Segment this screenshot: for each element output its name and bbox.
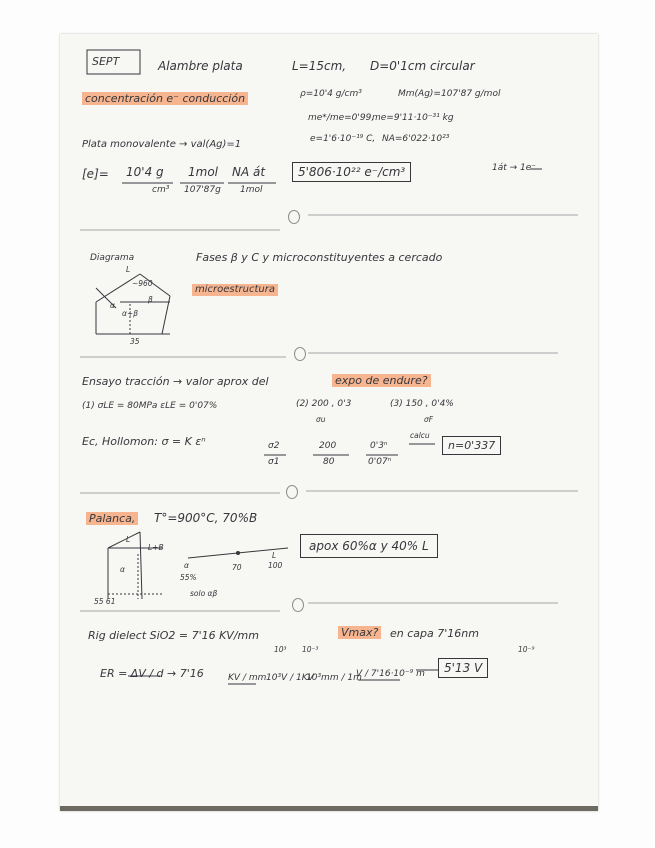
separator-circle-3 bbox=[286, 485, 298, 499]
ratio-c-den: 0'07ⁿ bbox=[368, 457, 392, 467]
diagram-label: Diagrama bbox=[90, 253, 135, 263]
dielectric-exp-2: 10⁻³ bbox=[302, 645, 319, 654]
tensile-case-1: (1) σLE = 80MPa εLE = 0'07% bbox=[82, 401, 218, 411]
lever-alpha-label: α bbox=[184, 561, 189, 570]
hollomon-law: Ec, Hollomon: σ = K εⁿ bbox=[82, 435, 206, 448]
diagram2-LB-label: L+B bbox=[148, 543, 164, 552]
charge-value: e=1'6·10⁻¹⁹ C, bbox=[310, 134, 376, 144]
conversion-2: 10³mm / 1m bbox=[306, 673, 362, 683]
lever-note: solo αβ bbox=[190, 589, 218, 598]
conversion-1: 10³V / 1KV bbox=[266, 673, 314, 683]
highlight-hardening-exponent: expo de endure? bbox=[332, 374, 431, 387]
diagram-eutectic-label: α+β bbox=[122, 309, 139, 318]
diagram-temp-label: ~960 bbox=[132, 279, 153, 288]
topic-title: Alambre plata bbox=[158, 59, 243, 73]
frac1-den: cm³ bbox=[152, 185, 170, 195]
length-value: L=15cm, bbox=[292, 59, 347, 73]
phases-text: Fases β y C y microconstituyentes a cercado bbox=[196, 251, 443, 264]
dielectric-exp-3: 10⁻⁹ bbox=[518, 645, 535, 654]
unit-fraction: KV / mm bbox=[228, 673, 267, 683]
ratio-c-num: 0'3ⁿ bbox=[370, 441, 388, 451]
me-value: me=9'11·10⁻³¹ kg bbox=[372, 113, 454, 123]
diagram-alpha-label: α bbox=[110, 301, 115, 310]
dielectric-exp-1: 10³ bbox=[274, 645, 287, 654]
diagram2-L-label: L bbox=[126, 535, 131, 544]
frac3-den: 1mol bbox=[240, 185, 263, 195]
tensile-case-2: (2) 200 , 0'3 bbox=[296, 399, 352, 409]
frac3-num: NA át bbox=[232, 165, 266, 179]
calc-note: calcu bbox=[410, 431, 430, 440]
voltage-fraction: V / 7'16·10⁻⁹ m bbox=[356, 669, 425, 679]
diagram-bottom-label: 35 bbox=[130, 337, 140, 346]
tensile-case-2-sub: σu bbox=[316, 415, 326, 424]
field-formula: ER = ΔV / d → 7'16 bbox=[100, 667, 204, 680]
diameter-value: D=0'1cm circular bbox=[370, 59, 475, 73]
diagram-L-label: L bbox=[126, 265, 131, 274]
diagram2-alpha-label: α bbox=[120, 565, 125, 574]
lever-result: apox 60%α y 40% L bbox=[300, 534, 438, 558]
dielectric-tail: en capa 7'16nm bbox=[390, 627, 479, 640]
highlight-concentracion: concentración e⁻ conducción bbox=[82, 92, 248, 105]
handwriting-strokes bbox=[60, 34, 598, 811]
page-edge-shadow bbox=[60, 806, 598, 811]
separator-circle-1 bbox=[288, 210, 300, 224]
concentration-result: 5'806·10²² e⁻/cm³ bbox=[292, 162, 411, 182]
ratio-a-den: σ1 bbox=[268, 457, 280, 467]
tensile-question: Ensayo tracción → valor aprox del bbox=[82, 375, 269, 388]
density-value: ρ=10'4 g/cm³ bbox=[300, 89, 362, 99]
highlight-microestructura: microestructura bbox=[192, 284, 278, 296]
concentration-label: [e]= bbox=[82, 167, 109, 181]
separator-circle-2 bbox=[294, 347, 306, 361]
notebook-page bbox=[60, 34, 598, 811]
highlight-palanca: Palanca, bbox=[86, 512, 138, 525]
dielectric-line: Rig dielect SiO2 = 7'16 KV/mm bbox=[88, 629, 259, 642]
lever-L-label: L bbox=[272, 551, 277, 560]
lever-70-label: 70 bbox=[232, 563, 242, 572]
diagram2-bottom-label: 55 61 bbox=[94, 597, 116, 606]
frac2-num: 1mol bbox=[188, 165, 218, 179]
date-label: SEPT bbox=[92, 55, 120, 68]
separator-circle-4 bbox=[292, 598, 304, 612]
ratio-b-num: 200 bbox=[319, 441, 337, 451]
tensile-case-3: (3) 150 , 0'4% bbox=[390, 399, 454, 409]
lever-55-label: 55% bbox=[180, 573, 197, 582]
avogadro-value: NA=6'022·10²³ bbox=[382, 134, 450, 144]
tensile-case-3-sub: σF bbox=[424, 415, 434, 424]
ratio-b-den: 80 bbox=[323, 457, 335, 467]
hardening-exponent-result: n=0'337 bbox=[442, 436, 501, 455]
lever-100-label: 100 bbox=[268, 561, 283, 570]
molar-mass-value: Mm(Ag)=107'87 g/mol bbox=[398, 89, 501, 99]
side-note: 1át → 1e⁻ bbox=[492, 163, 537, 173]
ratio-a-num: σ2 bbox=[268, 441, 280, 451]
frac2-den: 107'87g bbox=[184, 185, 221, 195]
lever-conditions: T°=900°C, 70%B bbox=[154, 511, 258, 525]
highlight-vmax: Vmax? bbox=[338, 626, 381, 639]
mass-ratio-value: me*/me=0'99, bbox=[308, 113, 375, 123]
frac1-num: 10'4 g bbox=[126, 165, 164, 179]
vmax-result: 5'13 V bbox=[438, 658, 488, 678]
diagram-beta-label: β bbox=[148, 295, 153, 304]
valence-note: Plata monovalente → val(Ag)=1 bbox=[82, 139, 242, 150]
